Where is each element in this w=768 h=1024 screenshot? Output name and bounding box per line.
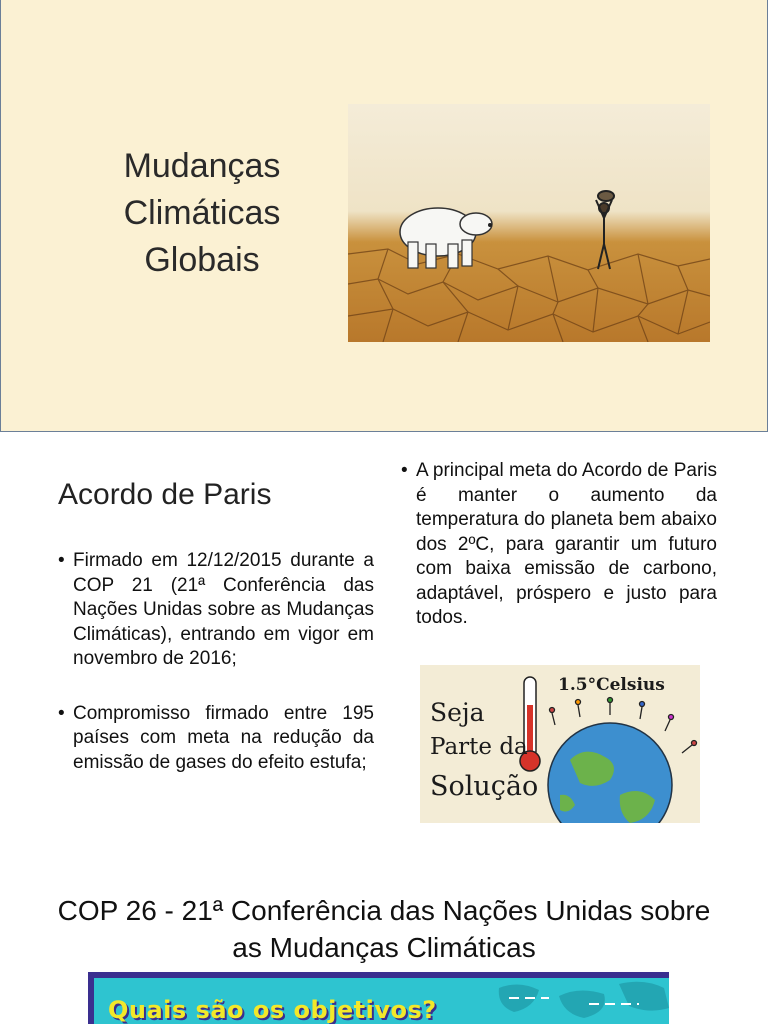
banner-background [94, 978, 669, 1024]
poster-line-1: Seja [430, 698, 485, 727]
bullet-item: • Compromisso firmado entre 195 países com meta na redução da emissão de gases do efeito estufa; [58, 702, 374, 776]
title-slide [0, 0, 768, 432]
climate-cartoon-image [348, 104, 710, 342]
bullet-item: • Firmado em 12/12/2015 durante a COP 21 (21ª Conferência das Nações Unidas sobre as Mudanças Climáticas), entrando em vigor em novembro de 2016; [58, 549, 374, 672]
poster-line-3: Solução [430, 771, 539, 802]
right-bullet-list [401, 459, 717, 631]
cop26-title: COP 26 - 21ª Conferência das Nações Unidas sobre as Mudanças Climáticas [57, 895, 711, 963]
celsius-label: 1.5°Celsius [558, 675, 665, 695]
polar-bear-figure [400, 208, 492, 268]
left-bullet-list [58, 549, 374, 775]
poster-line-2: Parte da [430, 734, 528, 760]
child-figure [596, 191, 614, 269]
bullet-item: • A principal meta do Acordo de Paris é manter o aumento da temperatura do planeta bem abaixo dos 2ºC, para garantir um futuro com baixa emissão de carbono, adaptável, próspero e justo para todos. [401, 459, 717, 631]
objectives-banner [88, 972, 669, 1024]
be-part-of-solution-poster [420, 665, 700, 823]
world-map-graphic [479, 978, 669, 1024]
banner-text: Quais são os objetivos? [108, 996, 437, 1024]
section-heading: Acordo de Paris [58, 478, 272, 511]
slide-title: Mudanças Climáticas Globais [123, 147, 281, 279]
